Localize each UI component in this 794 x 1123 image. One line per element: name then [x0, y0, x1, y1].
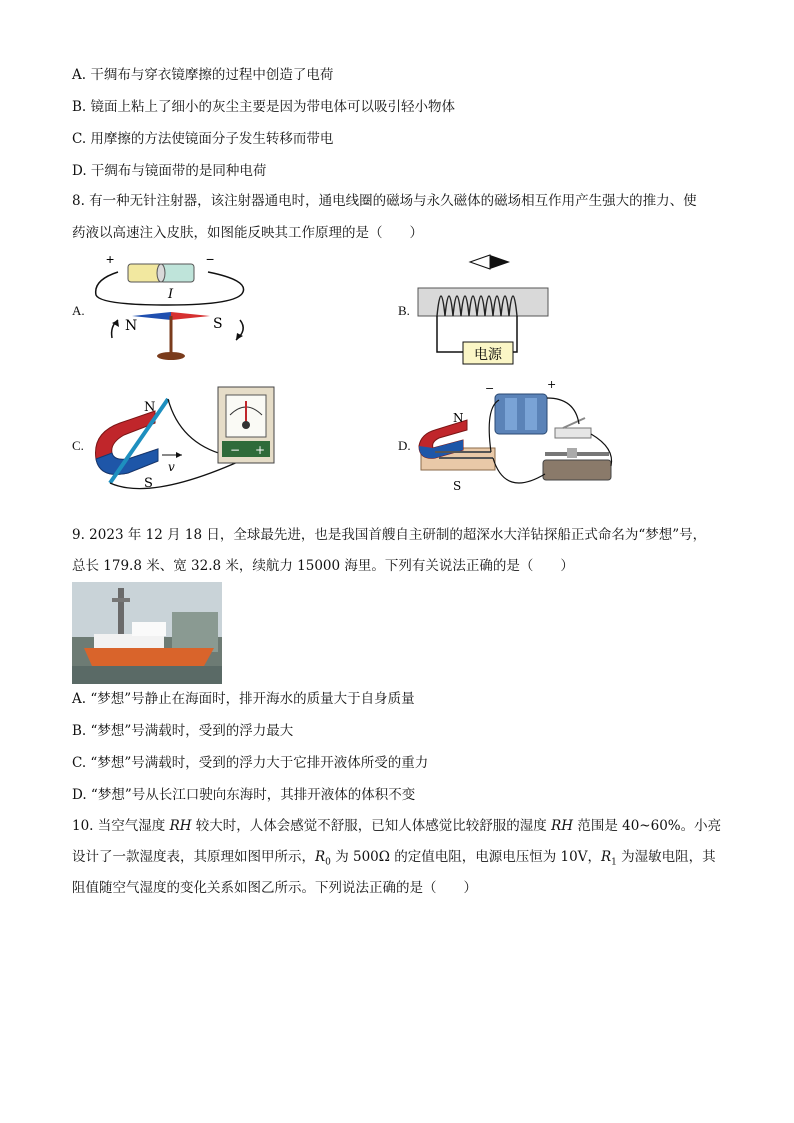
minus-sign: −: [206, 251, 215, 267]
ship-photo: [72, 582, 222, 684]
compass-needle-black: [490, 255, 510, 269]
q10-stem-line1: 10. 当空气湿度 RH 较大时，人体会感觉不舒服，已知人体感觉比较舒服的湿度 RH 范围是 40~60%。小亮: [72, 818, 722, 834]
q8-label-c: C.: [72, 438, 84, 453]
q7-option-b: B. 镜面上粘上了细小的灰尘主要是因为带电体可以吸引轻小物体: [72, 99, 456, 115]
q8-figure-d: [415, 378, 625, 498]
plus-sign: +: [106, 251, 115, 267]
battery: [495, 394, 547, 434]
q7-option-c: C. 用摩擦的方法使镜面分子发生转移而带电: [72, 131, 334, 147]
q8-label-d: D.: [398, 438, 411, 453]
north-label: N: [144, 400, 156, 415]
q7-option-d: D. 干绸布与镜面带的是同种电荷: [72, 163, 267, 179]
q7-option-a: A. 干绸布与穿衣镜摩擦的过程中创造了电荷: [72, 67, 334, 83]
terminal-minus: −: [230, 443, 241, 457]
battery-plus: +: [547, 378, 557, 391]
velocity-label: v: [168, 460, 175, 474]
south-label: S: [213, 316, 223, 332]
compass-needle-south: [171, 312, 210, 320]
q9-option-d: D. “梦想”号从长江口驶向东海时，其排开液体的体积不变: [72, 787, 416, 803]
q8-figure-b: [415, 250, 555, 368]
switch-base: [555, 428, 591, 438]
switch-lever: [563, 418, 585, 428]
q8-figure-a: [88, 250, 258, 366]
battery-minus: −: [485, 382, 495, 395]
q9-option-c: C. “梦想”号满载时，受到的浮力大于它排开液体所受的重力: [72, 755, 429, 771]
rheostat: [543, 460, 611, 480]
q8-stem-line1: 8. 有一种无针注射器，该注射器通电时，通电线圈的磁场与永久磁体的磁场相互作用产生强大的推力、使: [72, 193, 697, 209]
conductor-rod: [110, 399, 168, 483]
q9-option-b: B. “梦想”号满载时，受到的浮力最大: [72, 723, 294, 739]
q8-stem-line2: 药液以高速注入皮肤，如图能反映其工作原理的是（ ）: [72, 225, 423, 241]
current-symbol: I: [168, 287, 174, 302]
terminal-plus: +: [255, 443, 266, 457]
ship-hull: [84, 648, 214, 666]
compass-needle-white: [470, 255, 490, 269]
q8-label-a: A.: [72, 303, 85, 318]
q9-stem-line1: 9. 2023 年 12 月 18 日，全球最先进，也是我国首艘自主研制的超深水大洋钻探船正式命名为“梦想”号，: [72, 527, 707, 543]
q10-stem-line3: 阻值随空气湿度的变化关系如图乙所示。下列说法正确的是（ ）: [72, 880, 477, 896]
south-label: S: [453, 479, 462, 493]
north-label: N: [125, 318, 138, 334]
compass-needle-north: [132, 312, 171, 320]
north-label: N: [453, 411, 464, 425]
q8-figure-c: [90, 383, 280, 493]
power-supply-label: 电源: [474, 347, 502, 363]
q9-stem-line2: 总长 179.8 米、宽 32.8 米，续航力 15000 海里。下列有关说法正确的是（ ）: [72, 558, 574, 574]
south-label: S: [144, 476, 153, 491]
q8-label-b: B.: [398, 303, 410, 318]
q10-stem-line2: 设计了一款湿度表，其原理如图甲所示，$R_0$ 为 500Ω 的定值电阻，电源电压恒为 10V，$R_1$ 为湿敏电阻，其: [72, 849, 716, 868]
q9-option-a: A. “梦想”号静止在海面时，排开海水的质量大于自身质量: [72, 691, 415, 707]
